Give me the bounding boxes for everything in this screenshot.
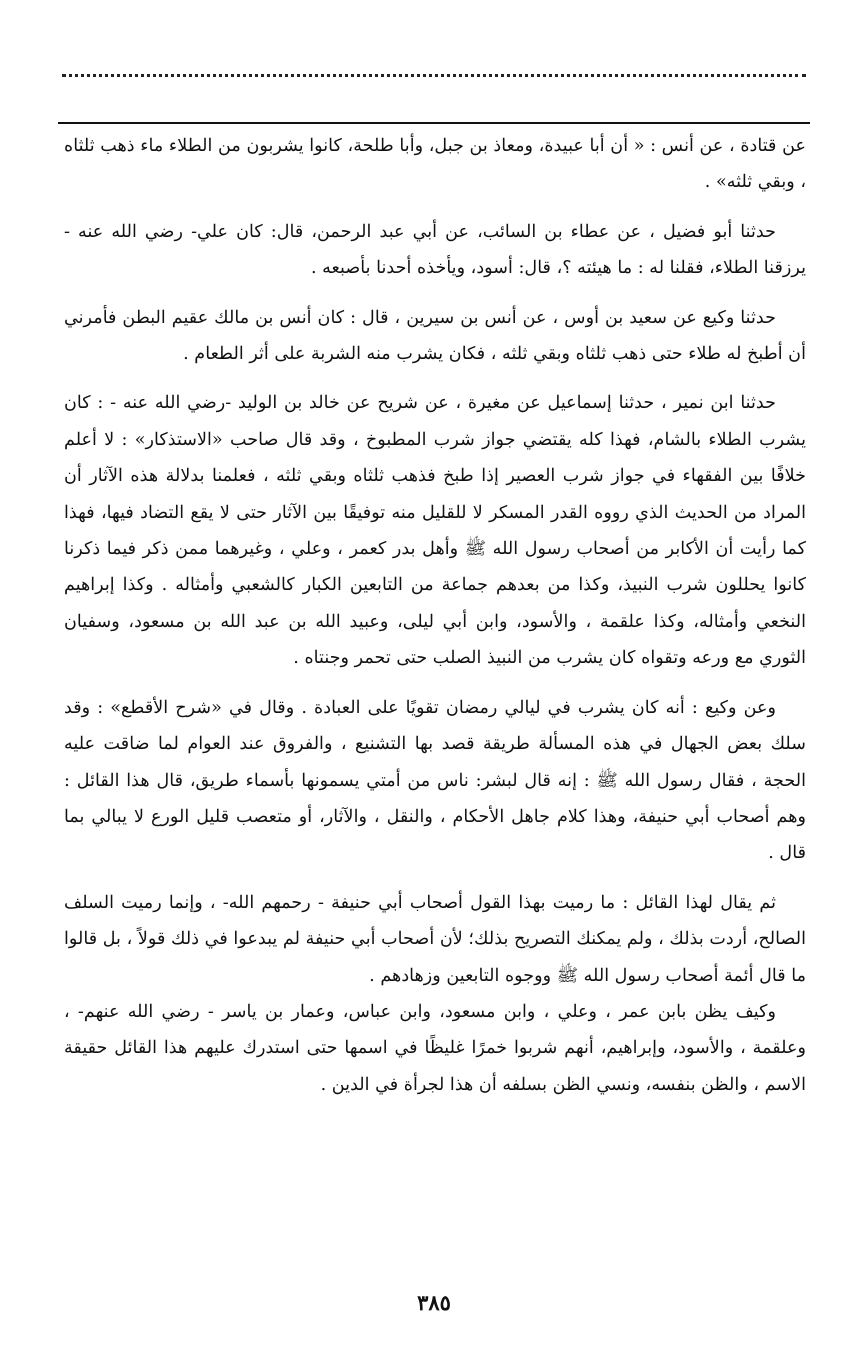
text-body xyxy=(64,128,806,1116)
page-number: ٣٨٥ xyxy=(417,1290,451,1315)
paragraph-4: حدثنا ابن نمير ، حدثنا إسماعيل عن مغيرة ، عن شريح عن خالد بن الوليد -رضي الله عنه - : كان يشرب الطلاء بالشام، فهذا كله يقتضي جواز شرب المطبوخ ، وقد قال صاحب «الاستذكار» : لا أعلم خلافًا بين الفقهاء في جواز شرب العصير إذا طبخ فذهب ثلثاه وبقي ثلثه ، فعلمنا بدلالة هذه الآثار أن المراد من الحديث الذي رووه القدر المسكر لا للقليل منه توفيقًا بين الآثار حتى لا يقع التضاد فيها، فهذا كما رأيت أن الأكابر من أصحاب رسول الله ﷺ وأهل بدر كعمر ، وعلي ، وغيرهما ممن ذكر فيما ذكرنا كانوا يحللون شرب النبيذ، وكذا من بعدهم جماعة من التابعين الكبار كالشعبي وأمثاله . وكذا إبراهيم النخعي وأمثاله، وكذا علقمة ، والأسود، وابن أبي ليلى، وعبيد الله بن عبد الله بن مسعود، وسفيان الثوري مع ورعه وتقواه كان يشرب من النبيذ الصلب حتى تحمر وجنتاه . xyxy=(64,393,806,669)
paragraph-5: وعن وكيع : أنه كان يشرب في ليالي رمضان تقويًا على العبادة . وقال في «شرح الأقطع» : وقد سلك بعض الجهال في هذه المسألة طريقة قصد بها التشنيع ، والفروق عند العوام لما ضاقت عليه الحجة ، فقال رسول الله ﷺ : إنه قال لبشر: ناس من أمتي يسمونها بأسماء طريق، قال هذا القائل : وهم أصحاب أبي حنيفة، وهذا كلام جاهل الأحكام ، والنقل ، والآثار، أو متعصب قليل الورع لا يبالي بما قال . xyxy=(64,697,806,864)
paragraph-2: حدثنا أبو فضيل ، عن عطاء بن السائب، عن أبي عبد الرحمن، قال: كان علي- رضي الله عنه - يرزقنا الطلاء، فقلنا له : ما هيئته ؟، قال: أسود، ويأخذه أحدنا بأصبعه . xyxy=(64,221,806,279)
paragraph-1: عن قتادة ، عن أنس : « أن أبا عبيدة، ومعاذ بن جبل، وأبا طلحة، كانوا يشربون من الطلاء ماء ذهب ثلثاه ، وبقي ثلثه» . xyxy=(64,136,806,193)
paragraph-6: ثم يقال لهذا القائل : ما رميت بهذا القول أصحاب أبي حنيفة - رحمهم الله- ، وإنما رميت السلف الصالح، أردت بذلك ، ولم يمكنك التصريح بذلك؛ لأن أصحاب أبي حنيفة لم يبدعوا في ذلك قولاً ، بل قالوا ما قال أئمة أصحاب رسول الله ﷺ ووجوه التابعين وزهادهم . xyxy=(64,892,806,986)
paragraph-7: وكيف يظن بابن عمر ، وعلي ، وابن مسعود، وابن عباس، وعمار بن ياسر - رضي الله عنهم- ، وعلقمة ، والأسود، وإبراهيم، أنهم شربوا خمرًا غليظًا في اسمها حتى استدرك عليهم هذا القائل حقيقة الاسم ، والظن بنفسه، ونسي الظن بسلفه أن هذا لجرأة في الدين . xyxy=(64,1001,806,1095)
paragraph-3: حدثنا وكيع عن سعيد بن أوس ، عن أنس بن سيرين ، قال : كان أنس بن مالك عقيم البطن فأمرني أن أطبخ له طلاء حتى ذهب ثلثاه وبقي ثلثه ، فكان يشرب منه الشربة على أثر الطعام . xyxy=(64,307,806,365)
header-dotted-rule xyxy=(62,74,806,77)
header-solid-rule xyxy=(58,122,810,124)
